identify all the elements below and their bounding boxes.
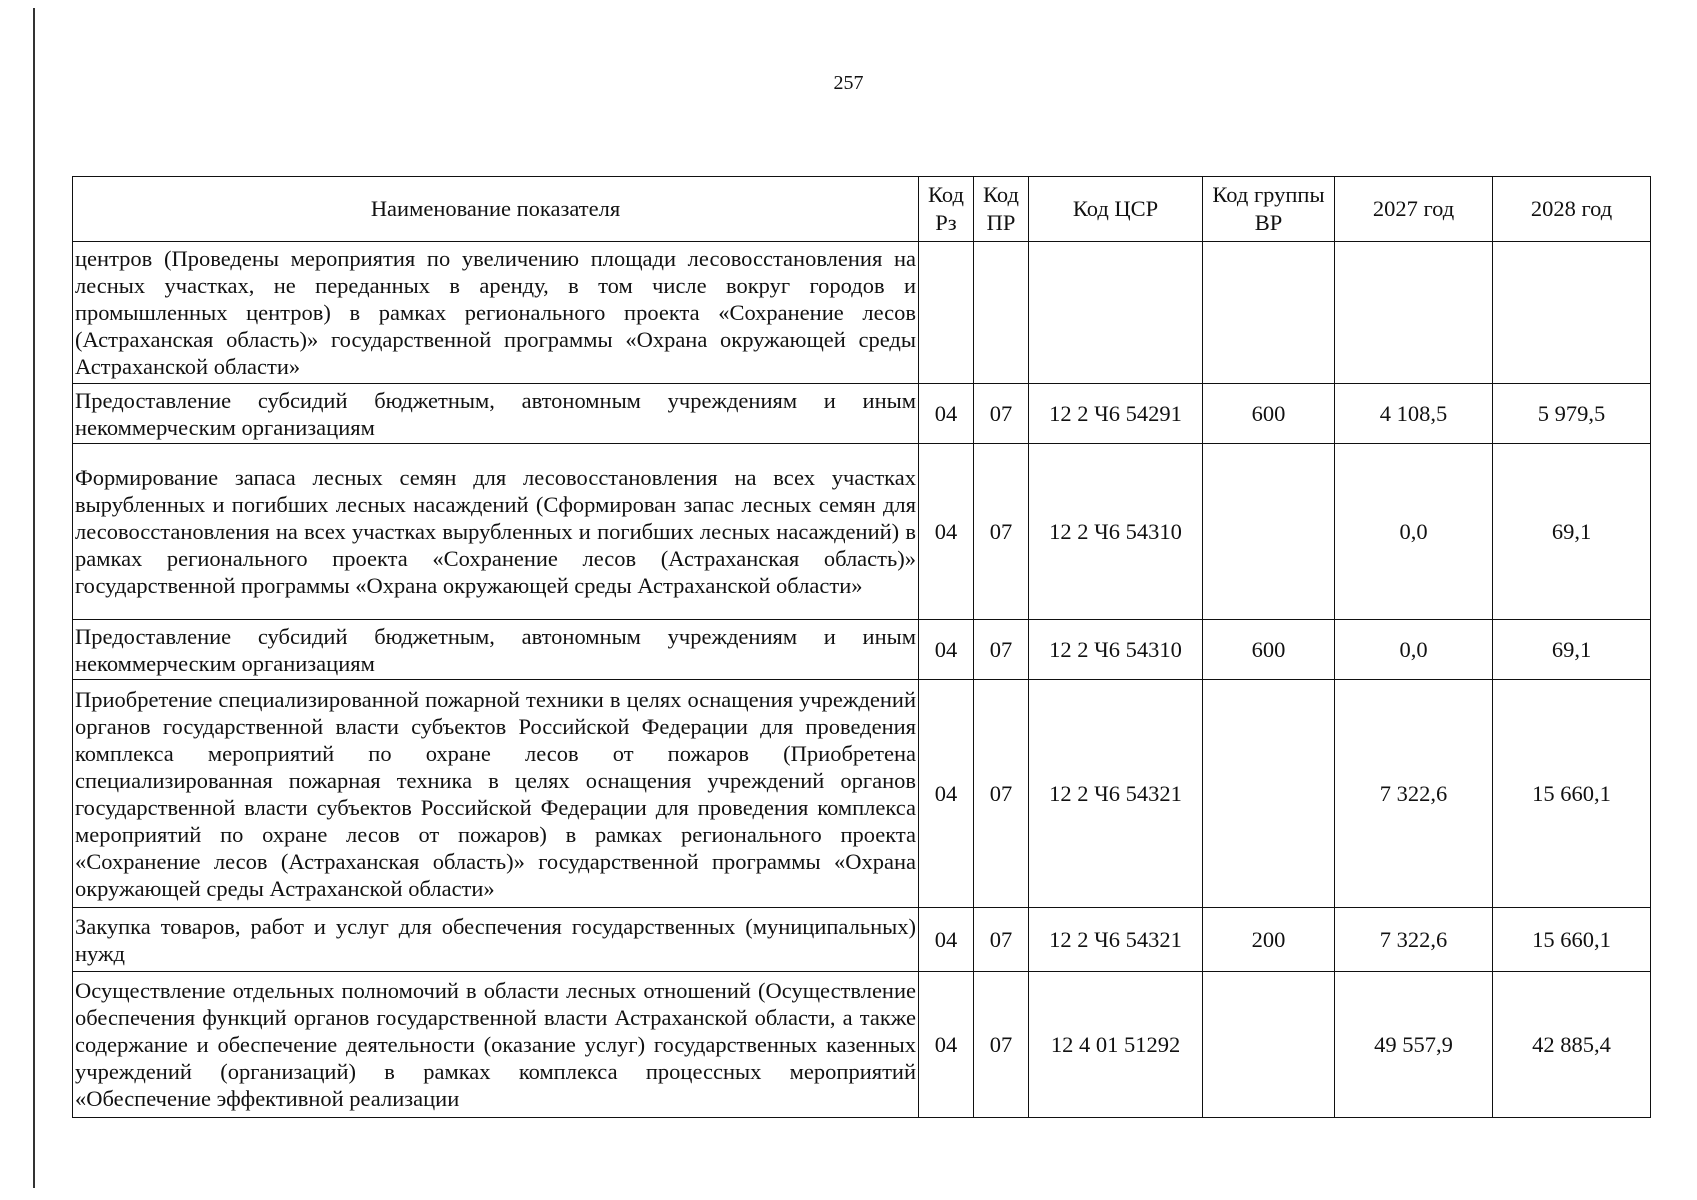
row-vr: 600 — [1203, 384, 1335, 444]
row-2027: 49 557,9 — [1335, 972, 1493, 1118]
row-vr — [1203, 242, 1335, 384]
row-csr: 12 2 Ч6 54321 — [1029, 908, 1203, 972]
row-rz: 04 — [919, 680, 974, 908]
row-pr: 07 — [974, 680, 1029, 908]
header-csr: Код ЦСР — [1029, 177, 1203, 242]
row-2028: 15 660,1 — [1493, 908, 1651, 972]
row-2028: 15 660,1 — [1493, 680, 1651, 908]
row-name: Предоставление субсидий бюджетным, автономным учреждениям и иным некоммерческим организациям — [73, 620, 919, 680]
header-vr: Код группы ВР — [1203, 177, 1335, 242]
row-csr: 12 4 01 51292 — [1029, 972, 1203, 1118]
row-2027: 7 322,6 — [1335, 680, 1493, 908]
row-pr: 07 — [974, 908, 1029, 972]
page-number: 257 — [833, 72, 864, 94]
table-row — [73, 680, 1651, 908]
header-name: Наименование показателя — [73, 177, 919, 242]
row-2028: 69,1 — [1493, 444, 1651, 620]
row-csr: 12 2 Ч6 54310 — [1029, 620, 1203, 680]
row-vr — [1203, 680, 1335, 908]
row-rz — [919, 242, 974, 384]
row-2028: 42 885,4 — [1493, 972, 1651, 1118]
table-row — [73, 384, 1651, 444]
header-pr: Код ПР — [974, 177, 1029, 242]
header-2027: 2027 год — [1335, 177, 1493, 242]
row-2027: 0,0 — [1335, 620, 1493, 680]
row-pr: 07 — [974, 384, 1029, 444]
row-csr — [1029, 242, 1203, 384]
budget-table — [72, 176, 1651, 1118]
row-rz: 04 — [919, 908, 974, 972]
row-csr: 12 2 Ч6 54321 — [1029, 680, 1203, 908]
row-rz: 04 — [919, 444, 974, 620]
scan-edge-line — [33, 8, 35, 1188]
row-rz: 04 — [919, 972, 974, 1118]
row-name: Предоставление субсидий бюджетным, автономным учреждениям и иным некоммерческим организациям — [73, 384, 919, 444]
table-row — [73, 908, 1651, 972]
row-vr: 600 — [1203, 620, 1335, 680]
table-row — [73, 242, 1651, 384]
row-2027 — [1335, 242, 1493, 384]
row-pr: 07 — [974, 444, 1029, 620]
row-2027: 7 322,6 — [1335, 908, 1493, 972]
row-pr: 07 — [974, 972, 1029, 1118]
header-rz: Код Рз — [919, 177, 974, 242]
row-pr — [974, 242, 1029, 384]
table-row — [73, 444, 1651, 620]
row-rz: 04 — [919, 384, 974, 444]
row-2028: 69,1 — [1493, 620, 1651, 680]
table-row — [73, 620, 1651, 680]
row-rz: 04 — [919, 620, 974, 680]
row-pr: 07 — [974, 620, 1029, 680]
row-vr: 200 — [1203, 908, 1335, 972]
row-name: Закупка товаров, работ и услуг для обеспечения государственных (муниципальных) нужд — [73, 908, 919, 972]
row-csr: 12 2 Ч6 54310 — [1029, 444, 1203, 620]
row-name: Формирование запаса лесных семян для лесовосстановления на всех участках вырубленных и погибших лесных насаждений (Сформирован запас лесных семян для лесовосстановления на всех участках вырубленных и погибших лесных насаждений) в рамках регионального проекта «Сохранение лесов (Астраханская область)» государственной программы «Охрана окружающей среды Астраханской области» — [73, 444, 919, 620]
row-2028 — [1493, 242, 1651, 384]
row-name: центров (Проведены мероприятия по увеличению площади лесовосстановления на лесных участках, не переданных в аренду, в том числе вокруг городов и промышленных центров) в рамках регионального проекта «Сохранение лесов (Астраханская область)» государственной программы «Охрана окружающей среды Астраханской области» — [73, 242, 919, 384]
row-vr — [1203, 972, 1335, 1118]
table-row — [73, 972, 1651, 1118]
header-2028: 2028 год — [1493, 177, 1651, 242]
row-2027: 0,0 — [1335, 444, 1493, 620]
row-2028: 5 979,5 — [1493, 384, 1651, 444]
row-name: Осуществление отдельных полномочий в области лесных отношений (Осуществление обеспечения функций органов государственной власти Астраханской области, а также содержание и обеспечение деятельности (оказание услуг) государственных казенных учреждений (организаций) в рамках комплекса процессных мероприятий «Обеспечение эффективной реализации — [73, 972, 919, 1118]
row-name: Приобретение специализированной пожарной техники в целях оснащения учреждений органов государственной власти субъектов Российской Федерации для проведения комплекса мероприятий по охране лесов от пожаров (Приобретена специализированная пожарная техника в целях оснащения учреждений органов государственной власти субъектов Российской Федерации для проведения комплекса мероприятий по охране лесов от пожаров) в рамках регионального проекта «Сохранение лесов (Астраханская область)» государственной программы «Охрана окружающей среды Астраханской области» — [73, 680, 919, 908]
table-header-row — [73, 177, 1651, 242]
row-csr: 12 2 Ч6 54291 — [1029, 384, 1203, 444]
row-vr — [1203, 444, 1335, 620]
row-2027: 4 108,5 — [1335, 384, 1493, 444]
